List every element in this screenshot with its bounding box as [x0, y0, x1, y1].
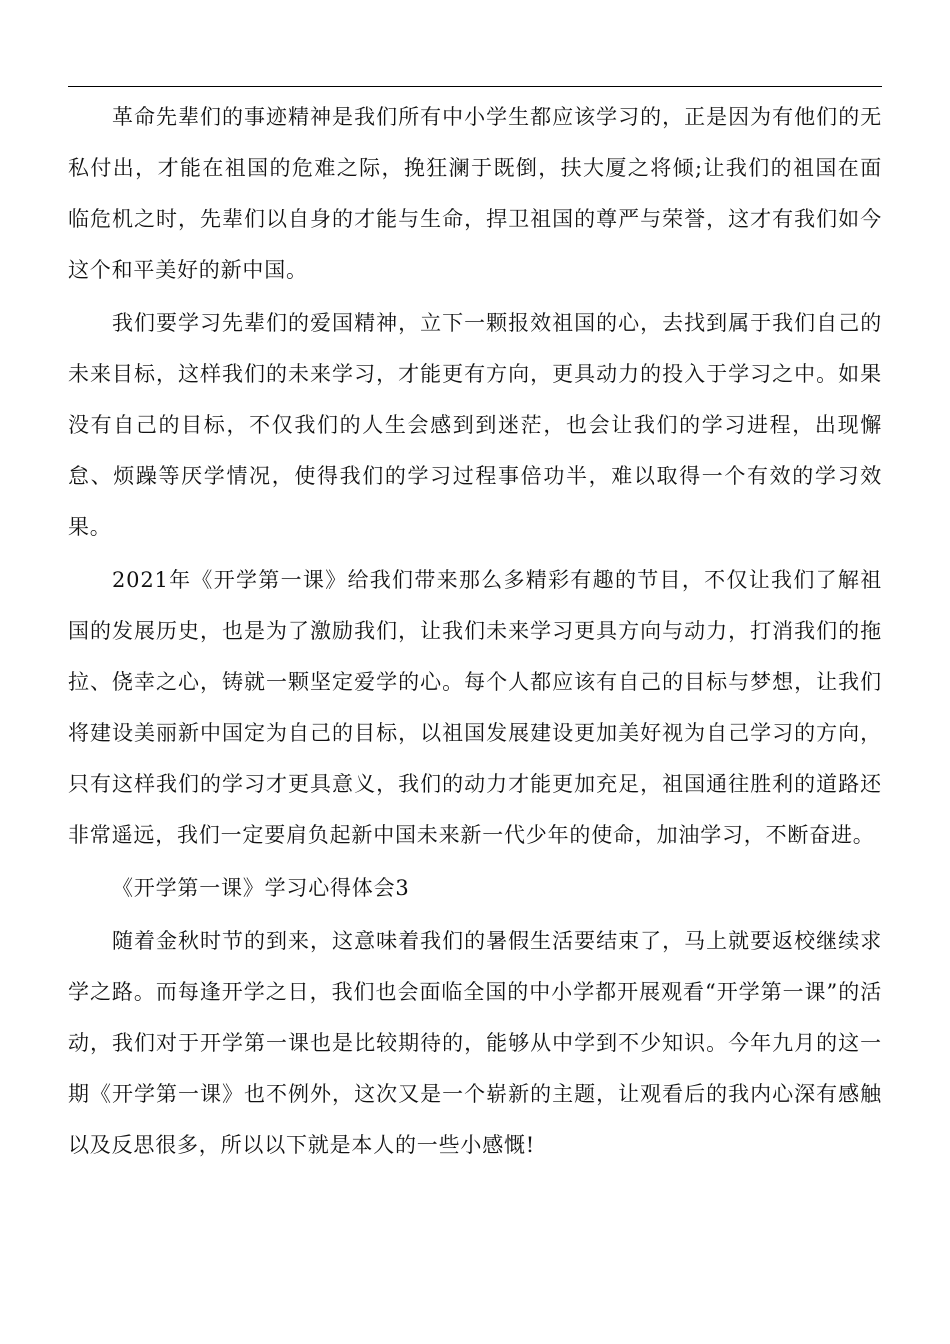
paragraph-4: 随着金秋时节的到来，这意味着我们的暑假生活要结束了，马上就要返校继续求学之路。而每逢开学之日，我们也会面临全国的中小学都开展观看“开学第一课”的活动，我们对于开学第一课也是比较期待的，能够从中学到不少知识。今年九月的这一期《开学第一课》也不例外，这次又是一个崭新的主题，让观看后的我内心深有感触以及反思很多，所以以下就是本人的一些小感慨! — [68, 929, 882, 1157]
document-body — [68, 92, 882, 1173]
section-heading: 《开学第一课》学习心得体会3 — [112, 876, 410, 900]
header-rule — [68, 86, 882, 87]
paragraph-3: 2021年《开学第一课》给我们带来那么多精彩有趣的节目，不仅让我们了解祖国的发展历史，也是为了激励我们，让我们未来学习更具方向与动力，打消我们的拖拉、侥幸之心，铸就一颗坚定爱学的心。每个人都应该有自己的目标与梦想，让我们将建设美丽新中国定为自己的目标，以祖国发展建设更加美好视为自己学习的方向，只有这样我们的学习才更具意义，我们的动力才能更加充足，祖国通往胜利的道路还非常遥远，我们一定要肩负起新中国未来新一代少年的使命，加油学习，不断奋进。 — [68, 568, 882, 847]
paragraph-1: 革命先辈们的事迹精神是我们所有中小学生都应该学习的，正是因为有他们的无私付出，才能在祖国的危难之际，挽狂澜于既倒，扶大厦之将倾;让我们的祖国在面临危机之时，先辈们以自身的才能与生命，捍卫祖国的尊严与荣誉，这才有我们如今这个和平美好的新中国。 — [68, 105, 882, 282]
paragraph-2: 我们要学习先辈们的爱国精神，立下一颗报效祖国的心，去找到属于我们自己的未来目标，这样我们的未来学习，才能更有方向，更具动力的投入于学习之中。如果没有自己的目标，不仅我们的人生会感到到迷茫，也会让我们的学习进程，出现懈怠、烦躁等厌学情况，使得我们的学习过程事倍功半，难以取得一个有效的学习效果。 — [68, 311, 882, 539]
